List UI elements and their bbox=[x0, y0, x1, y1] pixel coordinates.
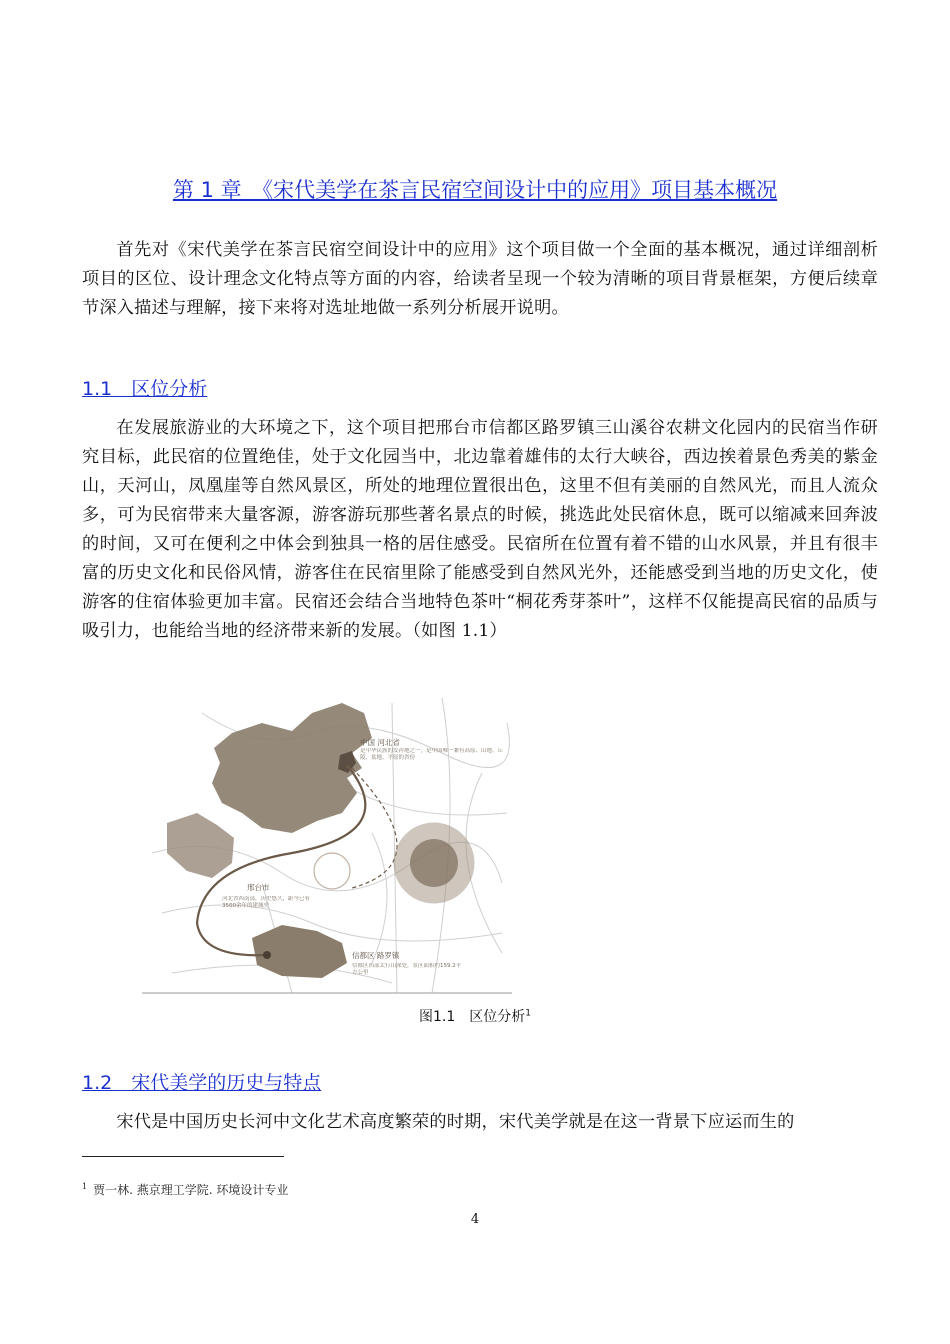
label-district-desc: 信都区西部太行山深处，景区面积约159.2平方公里 bbox=[352, 963, 462, 976]
footnote bbox=[82, 1181, 288, 1198]
footnote-divider bbox=[82, 1156, 284, 1157]
label-city-desc: 河北省西南部，历史悠久，距今已有3500余年的建城史 bbox=[222, 896, 311, 909]
section-2-title: 1.2 宋代美学的历史与特点 bbox=[82, 1072, 322, 1094]
page-number: 4 bbox=[470, 1212, 480, 1227]
label-province-desc: 是中华民族的发祥地之一，是中国唯一兼有高原、山地、丘陵、盆地、平原的省份 bbox=[360, 748, 504, 761]
footnote-text: 贾一林. 燕京理工学院. 环境设计专业 bbox=[93, 1183, 289, 1197]
location-analysis-figure bbox=[142, 693, 512, 996]
intro-paragraph: 首先对《宋代美学在茶言民宿空间设计中的应用》这个项目做一个全面的基本概况，通过详细剖析项目的区位、设计理念文化特点等方面的内容，给读者呈现一个较为清晰的项目背景框架，方便后续章节深入描述与理解，接下来将对选址地做一系列分析展开说明。 bbox=[82, 240, 878, 318]
section-1-title: 1.1 区位分析 bbox=[82, 378, 208, 400]
route-line-dashed bbox=[352, 768, 397, 888]
figure-caption-footnote-mark: 1 bbox=[525, 1008, 531, 1019]
label-district: 信都区 路罗镇 bbox=[352, 951, 400, 960]
location-map bbox=[142, 693, 512, 996]
xingtai-city-shape bbox=[167, 813, 234, 878]
section-1-paragraph: 在发展旅游业的大环境之下，这个项目把邢台市信都区路罗镇三山溪谷农耕文化园内的民宿当作研究目标，此民宿的位置绝佳，处于文化园当中，北边靠着雄伟的太行大峡谷，西边挨着景色秀美的紫金山，天河山，凤凰崖等自然风景区，所处的地理位置很出色，这里不但有美丽的自然风光，而且人流众多，可为民宿带来大量客源，游客游玩那些著名景点的时候，挑选此处民宿休息，既可以缩减来回奔波的时间，又可在便利之中体会到独具一格的居住感受。民宿所在位置有着不错的山水风景，并且有很丰富的历史文化和民俗风情，游客住在民宿里除了能感受到自然风光外，还能感受到当地的历史文化，使游客的住宿体验更加丰富。民宿还会结合当地特色茶叶“桐花秀芽茶叶”，这样不仅能提高民宿的品质与吸引力，也能给当地的经济带来新的发展。（如图 1.1） bbox=[82, 418, 878, 641]
chapter-title: 第 1 章 《宋代美学在茶言民宿空间设计中的应用》项目基本概况 bbox=[172, 178, 778, 202]
zone-circle-inner bbox=[410, 839, 458, 887]
label-city: 邢台市 bbox=[247, 883, 270, 892]
zone-circle-small bbox=[314, 853, 350, 889]
figure-caption bbox=[0, 1006, 950, 1026]
section-2-paragraph: 宋代是中国历史长河中文化艺术高度繁荣的时期，宋代美学就是在这一背景下应运而生的 bbox=[116, 1112, 795, 1132]
marker-dot bbox=[263, 951, 271, 959]
footnote-mark: 1 bbox=[82, 1182, 88, 1191]
label-province: 中国 河北省 bbox=[360, 738, 400, 747]
figure-caption-text: 图1.1 区位分析 bbox=[419, 1009, 526, 1025]
